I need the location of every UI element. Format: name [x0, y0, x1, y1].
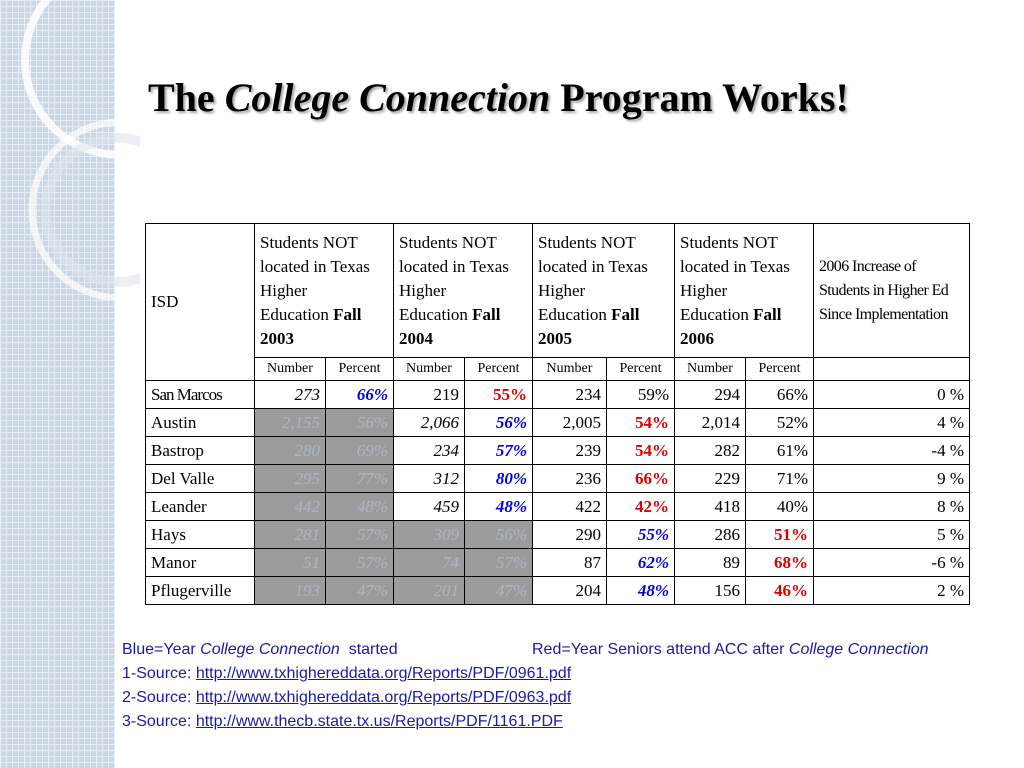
number-cell	[255, 381, 326, 409]
number-cell	[255, 493, 326, 521]
table-row	[146, 409, 970, 437]
number-cell	[675, 549, 746, 577]
number-subheader: Number	[533, 358, 607, 381]
table-row	[146, 493, 970, 521]
percent-cell	[607, 521, 675, 549]
number-cell	[255, 521, 326, 549]
percent-cell	[465, 465, 533, 493]
number-subheader: Number	[394, 358, 465, 381]
group-header-text: located in Texas	[260, 256, 370, 276]
cell-value: 59%	[637, 384, 669, 404]
group-header	[675, 224, 814, 358]
cell-value: 77%	[356, 468, 388, 488]
cell-value: 68%	[774, 552, 808, 572]
cell-value: 55%	[493, 384, 527, 404]
source-link[interactable]: http://www.txhighereddata.org/Reports/PDF/0963.pdf	[195, 689, 572, 706]
isd-name: Manor	[146, 549, 255, 577]
number-cell	[533, 437, 607, 465]
percent-cell	[465, 577, 533, 605]
percent-cell	[746, 521, 814, 549]
cell-value: 56%	[495, 524, 527, 544]
percent-cell	[326, 465, 394, 493]
source-label: 1-Source:	[122, 665, 196, 682]
isd-name: San Marcos	[146, 381, 255, 409]
number-cell	[533, 465, 607, 493]
cell-value: 156	[714, 580, 740, 600]
increase-cell: 5 %	[814, 521, 970, 549]
cell-value: 57%	[495, 552, 527, 572]
percent-subheader: Percent	[746, 358, 814, 381]
cell-value: 51%	[774, 524, 808, 544]
group-header-text: Students NOT	[260, 232, 358, 252]
group-header-text: Education	[680, 304, 754, 324]
source-line	[122, 710, 571, 734]
cell-value: 280	[294, 440, 320, 460]
cell-value: 56%	[495, 412, 527, 432]
notes-block	[122, 638, 929, 734]
increase-cell: -6 %	[814, 549, 970, 577]
group-header-text: Students NOT	[680, 232, 778, 252]
number-cell	[255, 577, 326, 605]
cell-value: 89	[723, 552, 740, 572]
table-row	[146, 521, 970, 549]
percent-cell	[607, 493, 675, 521]
group-header-fall: Fall	[333, 304, 362, 324]
cell-value: 47%	[495, 580, 527, 600]
cell-value: 219	[433, 384, 459, 404]
percent-subheader: Percent	[326, 358, 394, 381]
cell-value: 57%	[495, 440, 527, 460]
number-cell	[394, 549, 465, 577]
cell-value: 442	[294, 496, 320, 516]
cell-value: 294	[714, 384, 740, 404]
cell-value: 52%	[776, 412, 808, 432]
cell-value: 61%	[776, 440, 808, 460]
cell-value: 48%	[637, 580, 669, 600]
cell-value: 236	[575, 468, 601, 488]
percent-cell	[326, 521, 394, 549]
cell-value: 273	[294, 384, 320, 404]
percent-cell	[465, 381, 533, 409]
cell-value: 459	[433, 496, 459, 516]
cell-value: 309	[433, 524, 459, 544]
cell-value: 2,066	[420, 412, 459, 432]
percent-cell	[607, 437, 675, 465]
percent-cell	[326, 577, 394, 605]
cell-value: 204	[575, 580, 601, 600]
isd-name: Pflugerville	[146, 577, 255, 605]
number-cell	[533, 493, 607, 521]
source-label: 3-Source:	[122, 713, 196, 730]
percent-cell	[607, 549, 675, 577]
isd-name: Bastrop	[146, 437, 255, 465]
percent-cell	[465, 409, 533, 437]
cell-value: 239	[575, 440, 601, 460]
increase-cell: 9 %	[814, 465, 970, 493]
percent-subheader: Percent	[465, 358, 533, 381]
cell-value: 286	[714, 524, 740, 544]
cell-value: 234	[575, 384, 601, 404]
cell-value: 201	[433, 580, 459, 600]
number-cell	[533, 521, 607, 549]
table-row	[146, 381, 970, 409]
isd-name: Hays	[146, 521, 255, 549]
increase-cell: 0 %	[814, 381, 970, 409]
group-header-fall: Fall	[472, 304, 501, 324]
number-cell	[255, 465, 326, 493]
cell-value: 57%	[356, 524, 388, 544]
results-table	[145, 223, 970, 605]
page-title: The College Connection Program Works!	[148, 75, 849, 120]
cell-value: 42%	[635, 496, 669, 516]
isd-header: ISD	[146, 224, 255, 381]
isd-name: Del Valle	[146, 465, 255, 493]
number-subheader: Number	[675, 358, 746, 381]
percent-cell	[607, 577, 675, 605]
percent-cell	[746, 381, 814, 409]
percent-cell	[326, 381, 394, 409]
cell-value: 234	[433, 440, 459, 460]
table-row	[146, 577, 970, 605]
number-cell	[675, 409, 746, 437]
group-header-year: 2004	[399, 328, 433, 348]
percent-cell	[746, 409, 814, 437]
group-header-fall: Fall	[611, 304, 640, 324]
cell-value: 56%	[356, 412, 388, 432]
cell-value: 69%	[356, 440, 388, 460]
group-header	[533, 224, 675, 358]
group-header-year: 2006	[680, 328, 714, 348]
header-row	[146, 224, 970, 358]
percent-cell	[607, 465, 675, 493]
cell-value: 229	[714, 468, 740, 488]
subheader-row	[146, 358, 970, 381]
percent-cell	[465, 521, 533, 549]
cell-value: 2,155	[281, 412, 320, 432]
number-cell	[675, 437, 746, 465]
percent-subheader: Percent	[607, 358, 675, 381]
increase-cell: 2 %	[814, 577, 970, 605]
number-cell	[394, 381, 465, 409]
cell-value: 418	[714, 496, 740, 516]
group-header-year: 2005	[538, 328, 572, 348]
isd-name: Leander	[146, 493, 255, 521]
increase-header: 2006 Increase of Students in Higher Ed Since Implementation	[814, 224, 970, 358]
cell-value: 2,014	[701, 412, 740, 432]
group-header-text: located in Texas	[538, 256, 648, 276]
source-link[interactable]: http://www.thecb.state.tx.us/Reports/PDF/1161.PDF	[195, 713, 563, 730]
number-cell	[675, 493, 746, 521]
percent-cell	[746, 577, 814, 605]
table-row	[146, 465, 970, 493]
red-legend: Red=Year Seniors attend ACC after College Connection	[532, 641, 929, 658]
number-cell	[675, 577, 746, 605]
group-header-year: 2003	[260, 328, 294, 348]
percent-cell	[607, 409, 675, 437]
increase-cell: 4 %	[814, 409, 970, 437]
cell-value: 47%	[356, 580, 388, 600]
percent-cell	[326, 409, 394, 437]
cell-value: 46%	[774, 580, 808, 600]
percent-cell	[465, 437, 533, 465]
percent-cell	[465, 549, 533, 577]
cell-value: 66%	[776, 384, 808, 404]
source-line	[122, 686, 571, 710]
cell-value: 312	[433, 468, 459, 488]
cell-value: 422	[575, 496, 601, 516]
group-header-text: Students NOT	[399, 232, 497, 252]
group-header-fall: Fall	[753, 304, 782, 324]
group-header-text: Higher	[260, 280, 308, 300]
table-row	[146, 437, 970, 465]
number-cell	[255, 549, 326, 577]
percent-cell	[607, 381, 675, 409]
increase-subheader	[814, 358, 970, 381]
cell-value: 54%	[635, 412, 669, 432]
cell-value: 66%	[356, 384, 388, 404]
number-cell	[533, 577, 607, 605]
cell-value: 295	[294, 468, 320, 488]
group-header-text: located in Texas	[399, 256, 509, 276]
group-header-text: Education	[260, 304, 334, 324]
cell-value: 40%	[776, 496, 808, 516]
source-link[interactable]: http://www.txhighereddata.org/Reports/PDF/0961.pdf	[195, 665, 572, 682]
percent-cell	[326, 549, 394, 577]
group-header-text: Higher	[399, 280, 447, 300]
number-cell	[533, 409, 607, 437]
number-cell	[394, 465, 465, 493]
group-header-text: Students NOT	[538, 232, 636, 252]
number-cell	[255, 409, 326, 437]
percent-cell	[326, 493, 394, 521]
number-cell	[533, 381, 607, 409]
percent-cell	[326, 437, 394, 465]
number-cell	[675, 465, 746, 493]
number-cell	[675, 381, 746, 409]
table-row	[146, 549, 970, 577]
cell-value: 54%	[635, 440, 669, 460]
source-line	[122, 662, 571, 686]
isd-name: Austin	[146, 409, 255, 437]
group-header-text: Education	[399, 304, 473, 324]
percent-cell	[746, 465, 814, 493]
cell-value: 51	[303, 552, 320, 572]
decorative-circles	[0, 0, 140, 300]
cell-value: 282	[714, 440, 740, 460]
group-header-text: Higher	[680, 280, 728, 300]
percent-cell	[746, 549, 814, 577]
increase-cell: 8 %	[814, 493, 970, 521]
group-header	[255, 224, 394, 358]
number-cell	[394, 577, 465, 605]
cell-value: 48%	[356, 496, 388, 516]
cell-value: 71%	[776, 468, 808, 488]
cell-value: 281	[294, 524, 320, 544]
group-header-text: located in Texas	[680, 256, 790, 276]
source-label: 2-Source:	[122, 689, 196, 706]
group-header	[394, 224, 533, 358]
cell-value: 62%	[637, 552, 669, 572]
cell-value: 55%	[637, 524, 669, 544]
number-cell	[394, 437, 465, 465]
color-legend: Blue=Year College Connection started Red=Year Seniors attend ACC after College Connection	[122, 638, 571, 662]
cell-value: 87	[584, 552, 601, 572]
cell-value: 80%	[495, 468, 527, 488]
cell-value: 66%	[635, 468, 669, 488]
cell-value: 193	[294, 580, 320, 600]
percent-cell	[746, 437, 814, 465]
number-cell	[394, 521, 465, 549]
increase-cell: -4 %	[814, 437, 970, 465]
cell-value: 48%	[495, 496, 527, 516]
group-header-text: Education	[538, 304, 612, 324]
group-header-text: Higher	[538, 280, 586, 300]
number-cell	[394, 493, 465, 521]
cell-value: 74	[442, 552, 459, 572]
number-cell	[533, 549, 607, 577]
number-cell	[675, 521, 746, 549]
number-cell	[255, 437, 326, 465]
cell-value: 57%	[356, 552, 388, 572]
number-subheader: Number	[255, 358, 326, 381]
cell-value: 2,005	[562, 412, 601, 432]
number-cell	[394, 409, 465, 437]
cell-value: 290	[575, 524, 601, 544]
percent-cell	[746, 493, 814, 521]
percent-cell	[465, 493, 533, 521]
